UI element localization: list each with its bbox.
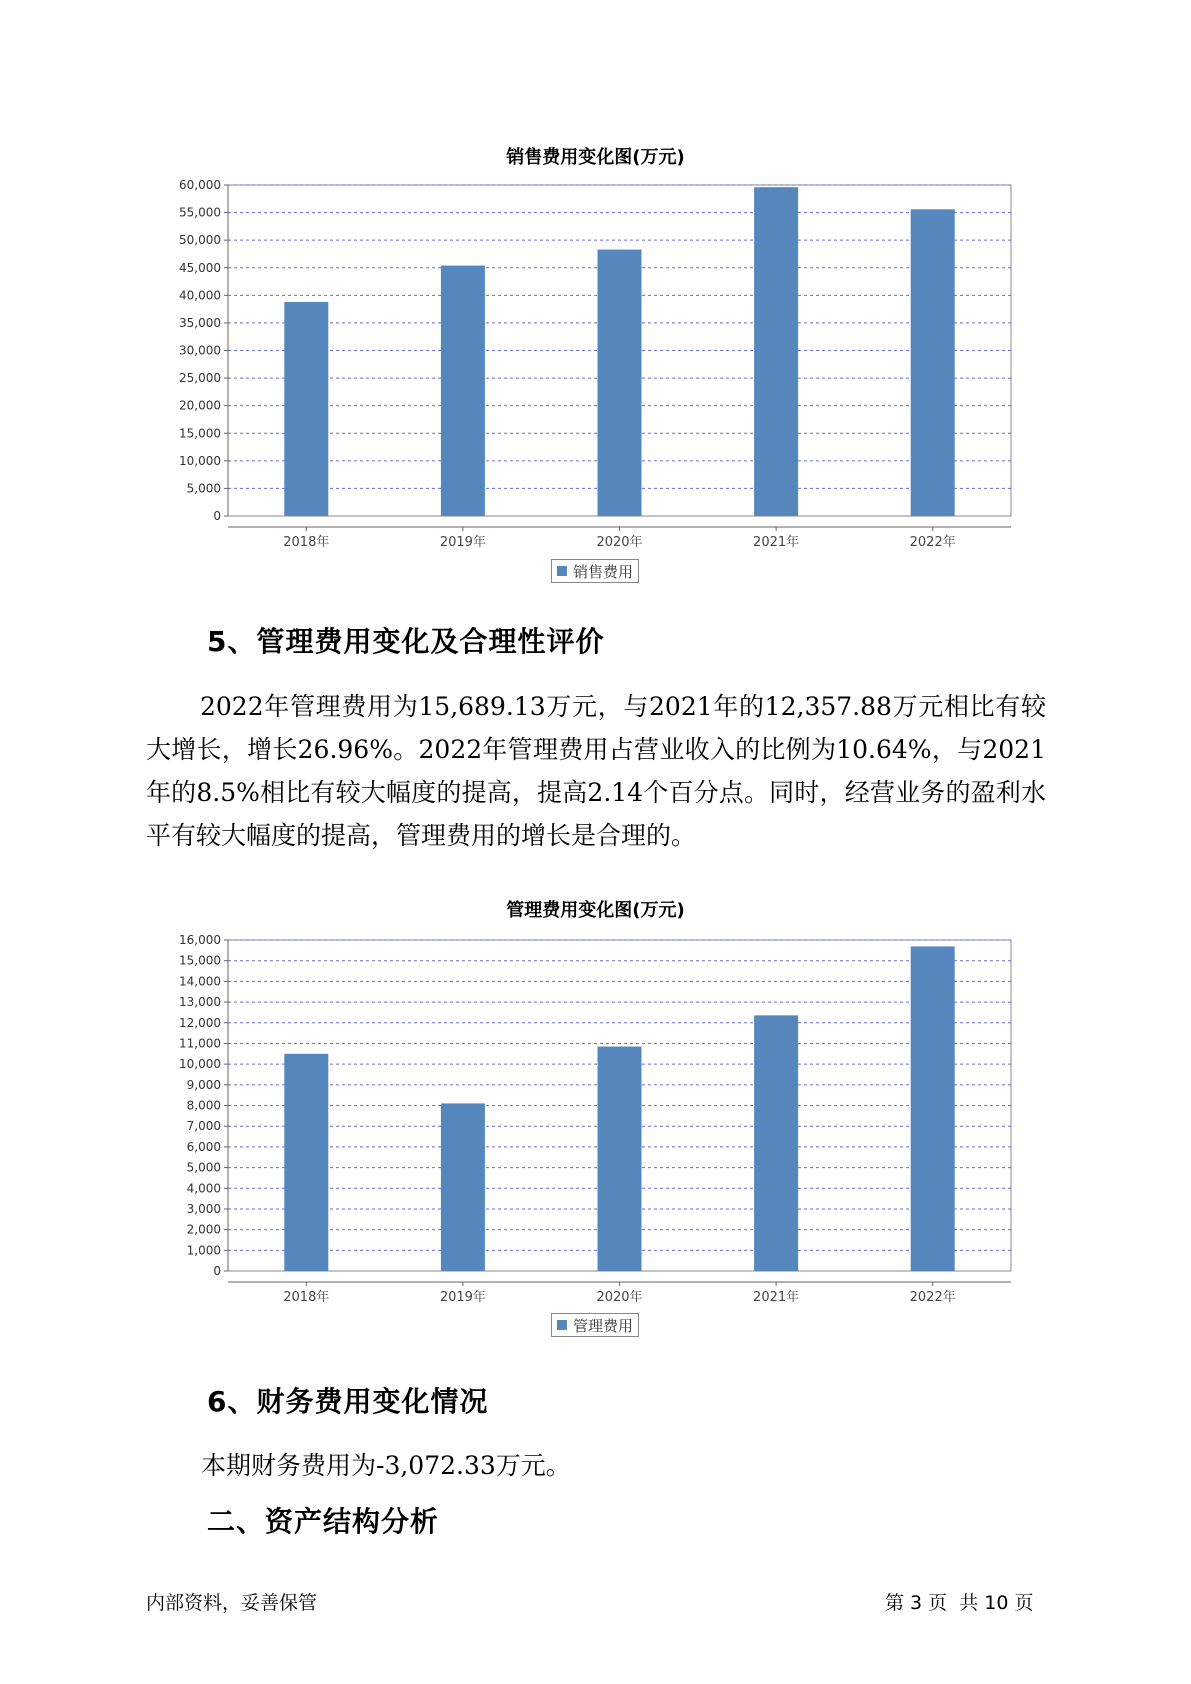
y-tick-label: 5,000 xyxy=(186,1160,221,1175)
section-heading: 6、财务费用变化情况 xyxy=(207,1385,489,1418)
y-tick-label: 12,000 xyxy=(179,1015,221,1030)
section-text: 本期财务费用为-3,072.33万元。 xyxy=(201,1451,571,1480)
bar xyxy=(441,266,485,516)
y-tick-label: 15,000 xyxy=(179,426,221,441)
section-paragraph: 2022年管理费用为15,689.13万元，与2021年的12,357.88万元相比有较大增长，增长26.96%。2022年管理费用占营业收入的比例为10.64%，与2021年的8.5%相比有较大幅度的提高，提高2.14个百分点。同时，经营业务的盈利水平有较大幅度的提高，管理费用的增长是合理的。 xyxy=(146,692,1046,850)
section-heading: 二、资产结构分析 xyxy=(207,1505,440,1538)
y-tick-label: 2,000 xyxy=(186,1222,221,1237)
y-tick-label: 50,000 xyxy=(179,233,221,248)
chart-title: 销售费用变化图(万元) xyxy=(506,147,685,168)
y-tick-label: 45,000 xyxy=(179,260,221,275)
legend-swatch xyxy=(557,566,567,576)
y-tick-label: 30,000 xyxy=(179,343,221,358)
y-tick-label: 0 xyxy=(213,1264,221,1278)
bar xyxy=(441,1103,485,1271)
y-tick-label: 60,000 xyxy=(179,178,221,192)
bar xyxy=(754,1015,798,1271)
y-tick-label: 10,000 xyxy=(179,1057,221,1072)
y-tick-label: 10,000 xyxy=(179,453,221,468)
chart-title: 管理费用变化图(万元) xyxy=(506,900,685,921)
x-tick-label: 2021年 xyxy=(753,535,800,550)
admin-expense-chart xyxy=(0,925,1191,1305)
x-tick-label: 2022年 xyxy=(909,535,956,550)
y-tick-label: 16,000 xyxy=(179,933,221,947)
y-tick-label: 1,000 xyxy=(186,1243,221,1258)
legend-label: 管理费用 xyxy=(573,1316,634,1335)
chart-legend xyxy=(551,559,639,583)
y-tick-label: 7,000 xyxy=(186,1119,221,1134)
bar xyxy=(911,946,955,1271)
y-tick-label: 35,000 xyxy=(179,315,221,330)
x-tick-label: 2020年 xyxy=(596,535,643,550)
page-number: 第 3 页 共 10 页 xyxy=(885,1592,1034,1614)
x-tick-label: 2018年 xyxy=(283,535,330,550)
y-tick-label: 4,000 xyxy=(186,1181,221,1196)
y-tick-label: 9,000 xyxy=(186,1077,221,1092)
x-tick-label: 2021年 xyxy=(753,1290,800,1305)
bar xyxy=(754,187,798,516)
x-tick-label: 2019年 xyxy=(439,535,486,550)
bar xyxy=(598,250,642,516)
bar xyxy=(911,209,955,516)
bar xyxy=(284,1054,328,1271)
bar xyxy=(598,1047,642,1271)
y-tick-label: 8,000 xyxy=(186,1098,221,1113)
legend-swatch xyxy=(557,1320,567,1330)
y-tick-label: 0 xyxy=(213,509,221,523)
sales-expense-chart xyxy=(0,170,1191,550)
y-tick-label: 40,000 xyxy=(179,288,221,303)
y-tick-label: 25,000 xyxy=(179,371,221,386)
x-tick-label: 2018年 xyxy=(283,1290,330,1305)
y-tick-label: 5,000 xyxy=(186,481,221,496)
x-tick-label: 2020年 xyxy=(596,1290,643,1305)
x-tick-label: 2022年 xyxy=(909,1290,956,1305)
y-tick-label: 13,000 xyxy=(179,995,221,1010)
y-tick-label: 6,000 xyxy=(186,1139,221,1154)
x-tick-label: 2019年 xyxy=(439,1290,486,1305)
y-tick-label: 3,000 xyxy=(186,1201,221,1216)
y-tick-label: 55,000 xyxy=(179,205,221,220)
legend-label: 销售费用 xyxy=(573,562,634,581)
section-heading: 5、管理费用变化及合理性评价 xyxy=(207,625,605,658)
bar xyxy=(284,302,328,516)
y-tick-label: 20,000 xyxy=(179,398,221,413)
y-tick-label: 11,000 xyxy=(179,1036,221,1051)
footer-confidential: 内部资料，妥善保管 xyxy=(146,1592,318,1614)
y-tick-label: 15,000 xyxy=(179,953,221,968)
y-tick-label: 14,000 xyxy=(179,974,221,989)
chart-legend xyxy=(551,1313,639,1337)
